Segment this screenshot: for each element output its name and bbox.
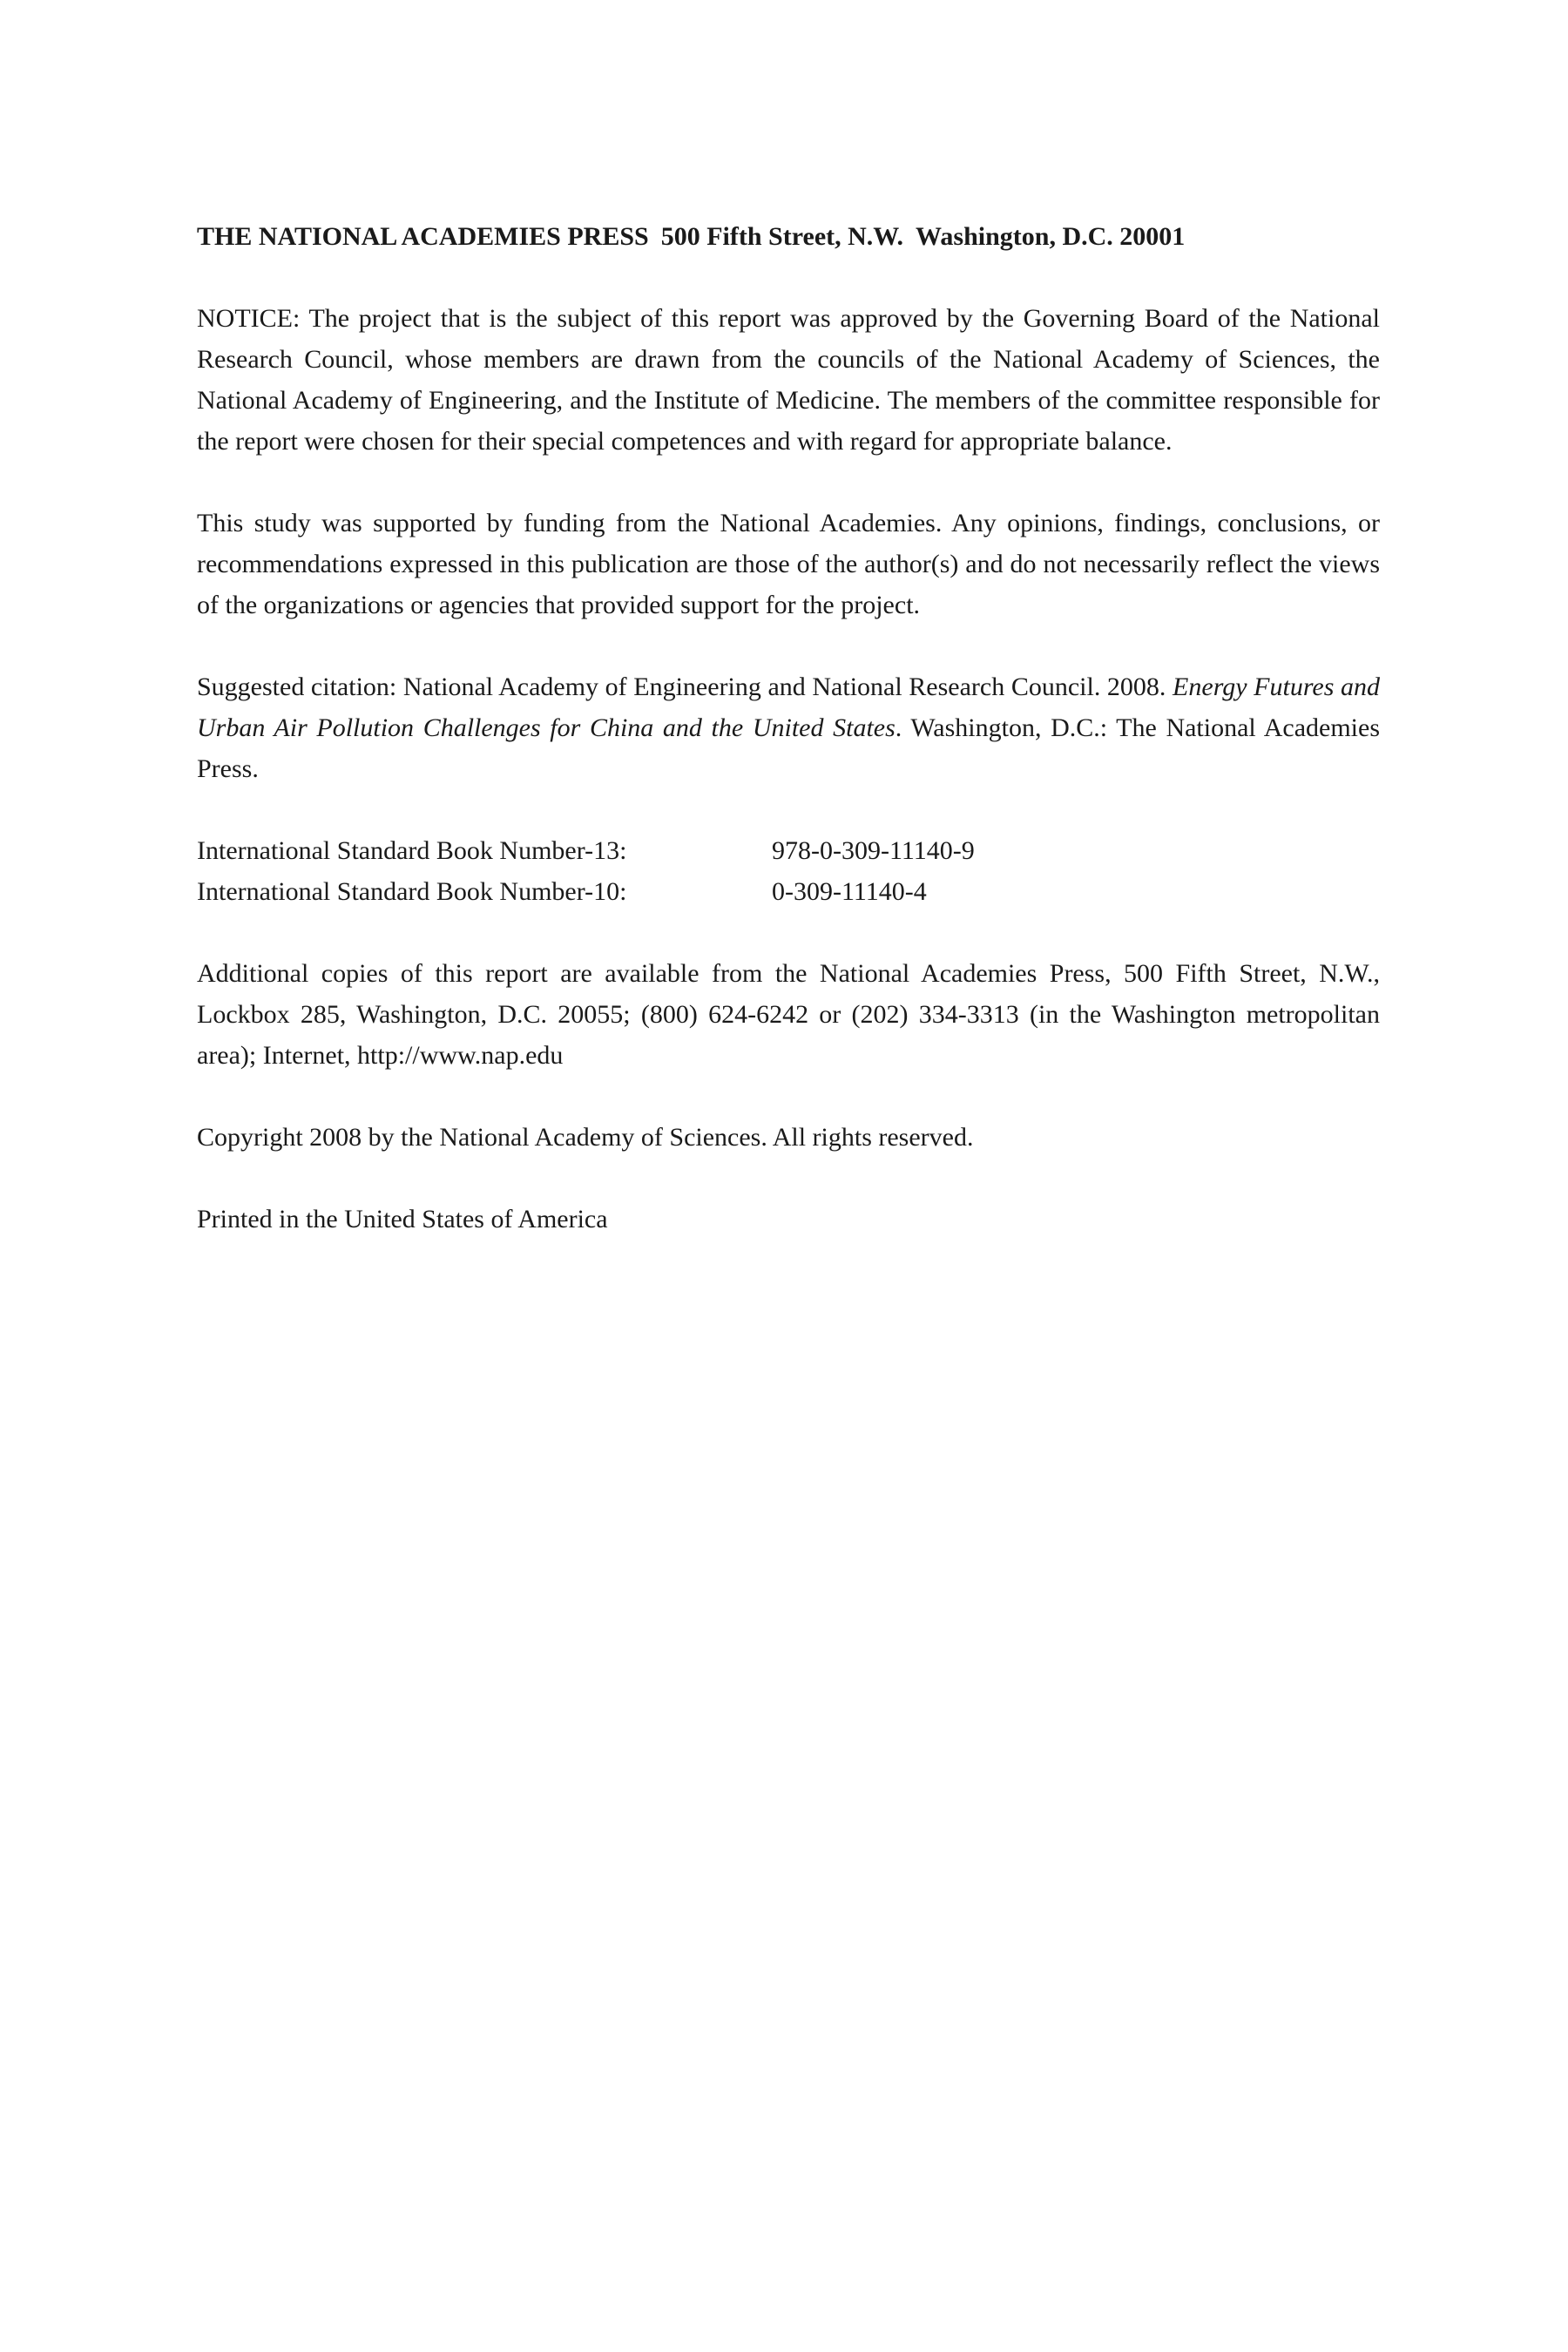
isbn10-row [197,871,1380,912]
isbn13-row [197,830,1380,871]
publisher-address: 500 Fifth Street, N.W. [660,222,904,251]
isbn10-label: International Standard Book Number-10: [197,877,627,906]
funding-paragraph: This study was supported by funding from the National Academies. Any opinions, findings, conclusions, or recommendations expressed in this publication are those of the author(s) and do not necessarily reflect the views of the organizations or agencies that provided support for the project. [197,509,1380,619]
citation-paragraph [197,666,1380,789]
isbn13-value: 978-0-309-11140-9 [772,836,975,865]
copyright-page [197,216,1380,1281]
isbn10-value: 0-309-11140-4 [772,877,927,906]
citation-prefix: Suggested citation: National Academy of Engineering and National Research Council. 2008. [197,672,1173,701]
notice-paragraph: NOTICE: The project that is the subject of this report was approved by the Governing Board of the National Research Council, whose members are drawn from the councils of the National Academy of Sciences, the National Academy of Engineering, and the Institute of Medicine. The members of the committee responsible for the report were chosen for their special competences and with regard for appropriate balance. [197,304,1380,456]
isbn-block [197,830,1380,912]
additional-copies-paragraph: Additional copies of this report are available from the National Academies Press, 500 Fifth Street, N.W., Lockbox 285, Washington, D.C. 20055; (800) 624-6242 or (202) 334-3313 (in the Washington metropolitan area); Internet, http://www.nap.edu [197,959,1380,1070]
isbn13-label: International Standard Book Number-13: [197,836,627,865]
printed-line: Printed in the United States of America [197,1205,608,1233]
publisher-city: Washington, D.C. 20001 [916,222,1186,251]
publisher-name: THE NATIONAL ACADEMIES PRESS [197,222,649,251]
citation-suffix: . Washington, D.C.: The National Academies Press. [197,713,1380,783]
citation-book-title: Energy Futures and Urban Air Pollution Challenges for China and the United States [197,672,1380,742]
publisher-line [197,216,1380,257]
copyright-line: Copyright 2008 by the National Academy of Sciences. All rights reserved. [197,1123,974,1152]
